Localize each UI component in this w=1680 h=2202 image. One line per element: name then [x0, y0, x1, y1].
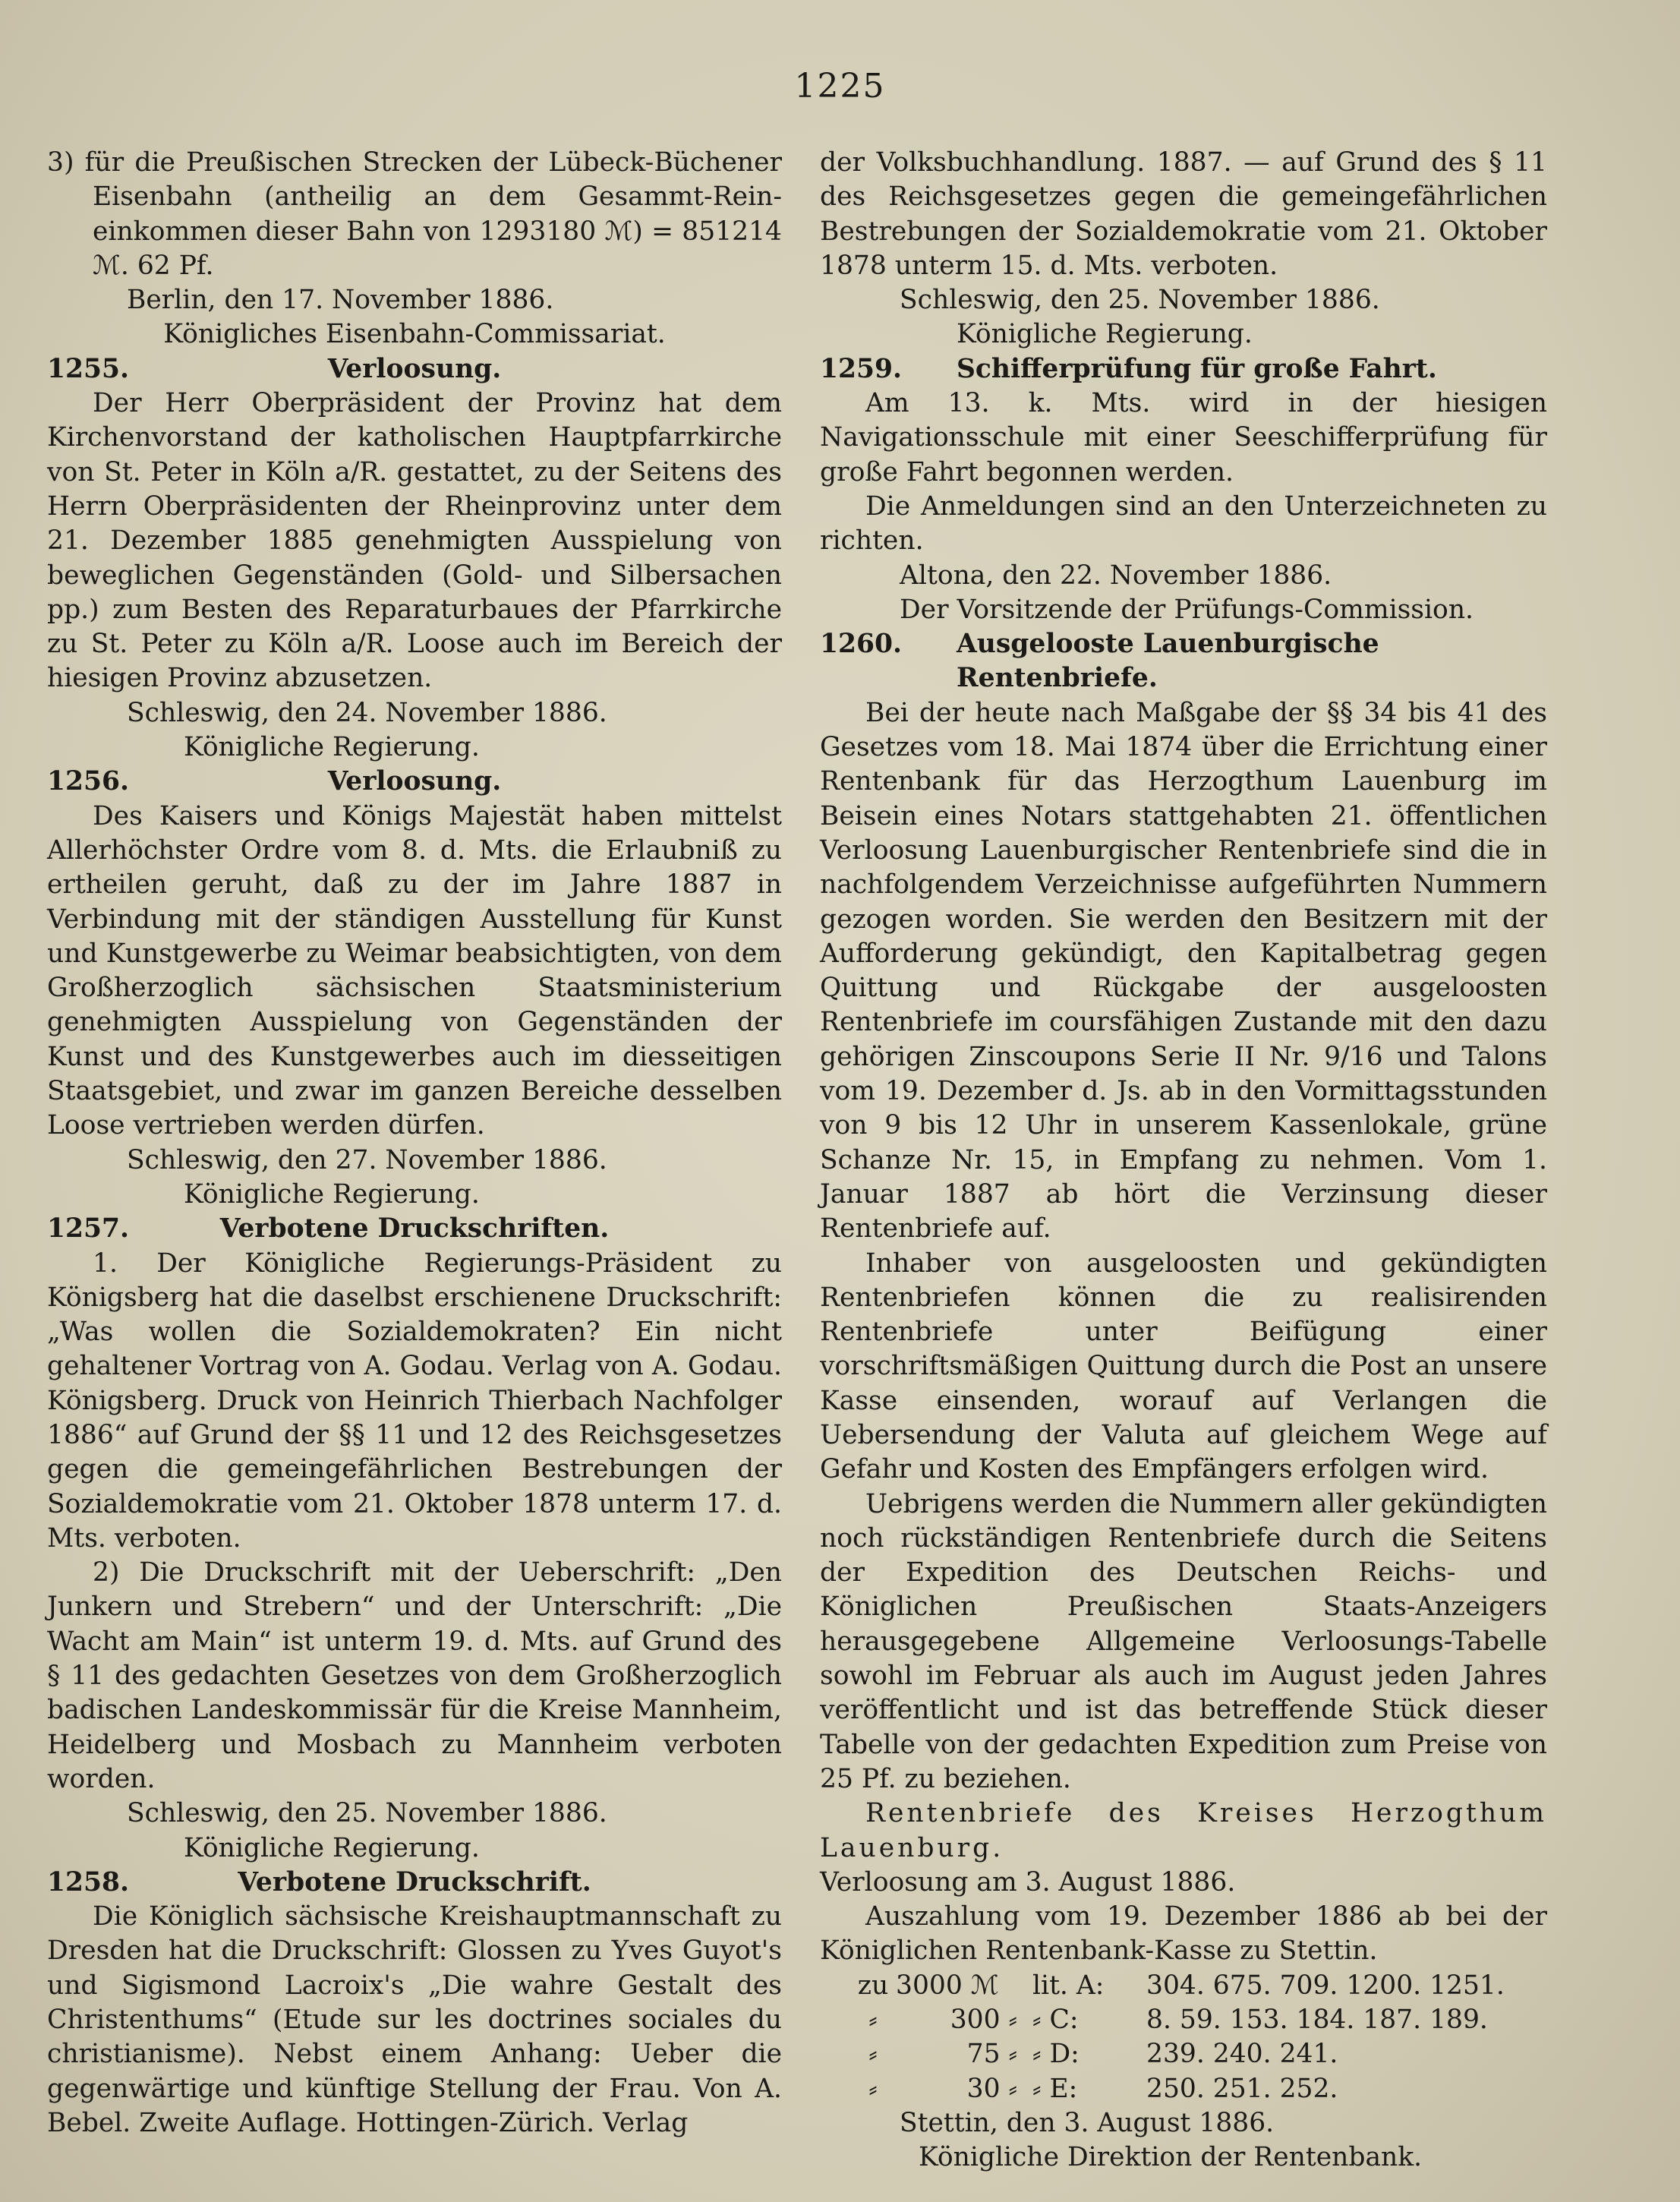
date-line: Schleswig, den 27. November 1886.	[127, 1144, 607, 1175]
signature-line: Königliches Eisenbahn-Commissariat.	[163, 319, 666, 350]
section-number: 1259.	[820, 353, 903, 384]
section-heading-1260	[820, 627, 1547, 696]
section-item-2: 2) Die Druckschrift mit der Ueberschrift: „Den Junkern und Strebern“ und der Unterschrift: „Die Wacht am Main“ ist unterm 19. d. Mts. auf Grund des § 11 des gedachten Gesetzes von dem Großherzoglich badischen Landeskommissär für die Kreise Mannheim, Heidelberg und Mosbach zu Mannheim verboten worden.	[47, 1557, 782, 1794]
lot-row	[850, 1969, 1547, 2003]
continued-paragraph: der Volksbuchhandlung. 1887. — auf Grund des § 11 des Reichsgesetzes gegen die gemeingefährlichen Bestrebungen der Sozialdemokratie vom 21. Oktober 1878 unterm 15. d. Mts. verboten.	[820, 147, 1547, 281]
section-title: Schifferprüfung für große Fahrt.	[957, 353, 1437, 384]
lot-prefix: ⸗	[868, 2005, 878, 2036]
section-body: Die Anmeldungen sind an den Unterzeichneten zu richten.	[820, 491, 1547, 557]
left-column	[47, 146, 782, 2140]
section-number: 1260.	[820, 629, 903, 660]
section-body: Am 13. k. Mts. wird in der hiesigen Navigationsschule mit einer Seeschifferprüfung für große Fahrt begonnen werden.	[820, 388, 1547, 487]
lot-amount: 75 ⸗	[966, 2039, 1017, 2070]
lot-numbers: 250. 251. 252.	[1146, 2073, 1338, 2104]
lot-prefix: zu	[857, 1970, 889, 2001]
section-heading-1258	[47, 1866, 782, 1900]
signature-line: Königliche Regierung.	[184, 1178, 480, 1210]
section-number: 1256.	[47, 766, 130, 797]
section-body: Der Herr Oberpräsident der Provinz hat dem Kirchenvorstand der katholischen Hauptpfarrkirche von St. Peter in Köln a/R. gestattet, zu der Seitens des Herrn Oberpräsidenten der Rheinprovinz unter dem 21. Dezember 1885 genehmigten Ausspielung von beweglichen Gegenständen (Gold- und Silbersachen pp.) zum Besten des Reparaturbaues der Pfarrkirche zu St. Peter zu Köln a/R. Loose auch im Bereich der hiesigen Provinz abzusetzen.	[47, 388, 782, 694]
list-title: Rentenbriefe des Kreises Herzogthum Lauenburg.	[820, 1798, 1547, 1863]
payout-line: Auszahlung vom 19. Dezember 1886 ab bei der Königlichen Rentenbank-Kasse zu Stettin.	[820, 1901, 1547, 1967]
section-item-1: 1. Der Königliche Regierungs-Präsident zu Königsberg hat die daselbst erschienene Druckschrift: „Was wollen die Sozialdemokraten? Ein nicht gehaltener Vortrag von A. Godau. Verlag von A. Godau. Königsberg. Druck von Heinrich Thierbach Nachfolger 1886“ auf Grund der §§ 11 und 12 des Reichsgesetzes gegen die gemeingefährlichen Bestrebungen der Sozialdemokratie vom 21. Oktober 1878 unterm 17. d. Mts. verboten.	[47, 1248, 782, 1554]
lot-amount: 30 ⸗	[966, 2073, 1017, 2104]
lot-numbers: 304. 675. 709. 1200. 1251.	[1146, 1970, 1505, 2001]
lot-lit: ⸗ E:	[1032, 2073, 1078, 2104]
lot-row	[850, 2037, 1547, 2071]
section-body: Inhaber von ausgeloosten und gekündigten Rentenbriefen können die zu realisirenden Rentenbriefe unter Beifügung einer vorschriftsmäßigen Quittung durch die Post an unsere Kasse einsenden, worauf auf Verlangen die Uebersendung der Valuta auf gleichem Wege auf Gefahr und Kosten des Empfängers erfolgen wird.	[820, 1248, 1547, 1485]
section-title: Ausgelooste Lauenburgische Rentenbriefe.	[957, 629, 1379, 694]
date-line: Berlin, den 17. November 1886.	[127, 285, 554, 316]
lot-row	[850, 2072, 1547, 2106]
signature-line: Königliche Regierung.	[957, 319, 1253, 350]
signature-line: Königliche Regierung.	[184, 732, 480, 763]
date-line: Altona, den 22. November 1886.	[900, 560, 1332, 591]
lot-lit: lit. A:	[1032, 1970, 1105, 2001]
date-line: Schleswig, den 25. November 1886.	[127, 1798, 607, 1829]
section-title: Verbotene Druckschriften.	[219, 1213, 610, 1245]
lot-row	[850, 2003, 1547, 2037]
section-heading-1255	[47, 352, 782, 386]
paragraph-3: 3) für die Preußischen Strecken der Lübeck-Büchener Eisenbahn (antheilig an dem Gesammt-Rein-einkommen dieser Bahn von 1293180 ℳ) = 851214 ℳ. 62 Pf.	[47, 147, 782, 281]
section-body: Des Kaisers und Königs Majestät haben mittelst Allerhöchster Ordre vom 8. d. Mts. die Erlaubniß zu ertheilen geruht, daß zu der im Jahre 1887 in Verbindung mit der ständigen Ausstellung für Kunst und Kunstgewerbe zu Weimar beabsichtigten, von dem Großherzoglich sächsischen Staatsministerium genehmigten Ausspielung von Gegenständen der Kunst und des Kunstgewerbes auch im diesseitigen Staatsgebiet, und zwar im ganzen Bereiche desselben Loose vertrieben werden dürfen.	[47, 800, 782, 1141]
date-line: Stettin, den 3. August 1886.	[900, 2107, 1275, 2138]
date-line: Schleswig, den 25. November 1886.	[900, 285, 1380, 316]
lot-amount: 300 ⸗	[950, 2005, 1017, 2036]
signature-line: Königliche Direktion der Rentenbank.	[919, 2142, 1423, 2173]
list-subtitle: Verloosung am 3. August 1886.	[820, 1866, 1236, 1898]
signature-line: Der Vorsitzende der Prüfungs-Commission.	[900, 594, 1474, 625]
lot-numbers: 8. 59. 153. 184. 187. 189.	[1146, 2005, 1488, 2036]
section-title: Verloosung.	[327, 353, 502, 384]
page-number: 1225	[794, 67, 886, 106]
section-body: Bei der heute nach Maßgabe der §§ 34 bis 41 des Gesetzes vom 18. Mai 1874 über die Errichtung einer Rentenbank für das Herzogthum Lauenburg im Beisein eines Notars stattgehabten 21. öffentlichen Verloosung Lauenburgischer Rentenbriefe sind die in nachfolgendem Verzeichnisse aufgeführten Nummern gezogen worden. Sie werden den Besitzern mit der Aufforderung gekündigt, den Kapitalbetrag gegen Quittung und Rückgabe der ausgeloosten Rentenbriefe im coursfähigen Zustande mit den dazu gehörigen Zinscoupons Serie II Nr. 9/16 und Talons vom 19. Dezember d. Js. ab in den Vormittagsstunden von 9 bis 12 Uhr in unserem Kassenlokale, grüne Schanze Nr. 15, in Empfang zu nehmen. Vom 1. Januar 1887 ab hört die Verzinsung dieser Rentenbriefe auf.	[820, 697, 1547, 1245]
section-number: 1257.	[47, 1213, 130, 1245]
section-heading-1257	[47, 1212, 782, 1246]
lot-prefix: ⸗	[868, 2073, 878, 2104]
section-heading-1259	[820, 352, 1547, 386]
lot-lit: ⸗ C:	[1032, 2005, 1079, 2036]
lot-amount: 3000 ℳ	[896, 1970, 999, 2001]
lot-numbers: 239. 240. 241.	[1146, 2039, 1338, 2070]
section-title: Verbotene Druckschrift.	[238, 1866, 591, 1898]
signature-line: Königliche Regierung.	[184, 1832, 480, 1863]
section-number: 1258.	[47, 1866, 130, 1898]
section-body: Uebrigens werden die Nummern aller gekündigten noch rückständigen Rentenbriefe durch die Seitens der Expedition des Deutschen Reichs- und Königlichen Preußischen Staats-Anzeigers herausgegebene Allgemeine Verloosungs-Tabelle sowohl im Februar als auch im August jeden Jahres veröffentlicht und ist das betreffende Stück dieser Tabelle von der gedachten Expedition zum Preise von 25 Pf. zu beziehen.	[820, 1488, 1547, 1794]
lot-lit: ⸗ D:	[1032, 2039, 1080, 2070]
section-number: 1255.	[47, 353, 130, 384]
section-body: Die Königlich sächsische Kreishauptmannschaft zu Dresden hat die Druckschrift: Glossen zu Yves Guyot's und Sigismond Lacroix's „Die wahre Gestalt des Christenthums“ (Etude sur les doctrines sociales du christianisme). Nebst einem Anhang: Ueber die gegenwärtige und künftige Stellung der Frau. Von A. Bebel. Zweite Auflage. Hottingen-Zürich. Verlag	[47, 1901, 782, 2138]
date-line: Schleswig, den 24. November 1886.	[127, 697, 607, 728]
lots-table	[820, 1969, 1547, 2106]
section-heading-1256	[47, 765, 782, 799]
section-title: Verloosung.	[327, 766, 502, 797]
lot-prefix: ⸗	[868, 2039, 878, 2070]
right-column	[820, 146, 1547, 2175]
